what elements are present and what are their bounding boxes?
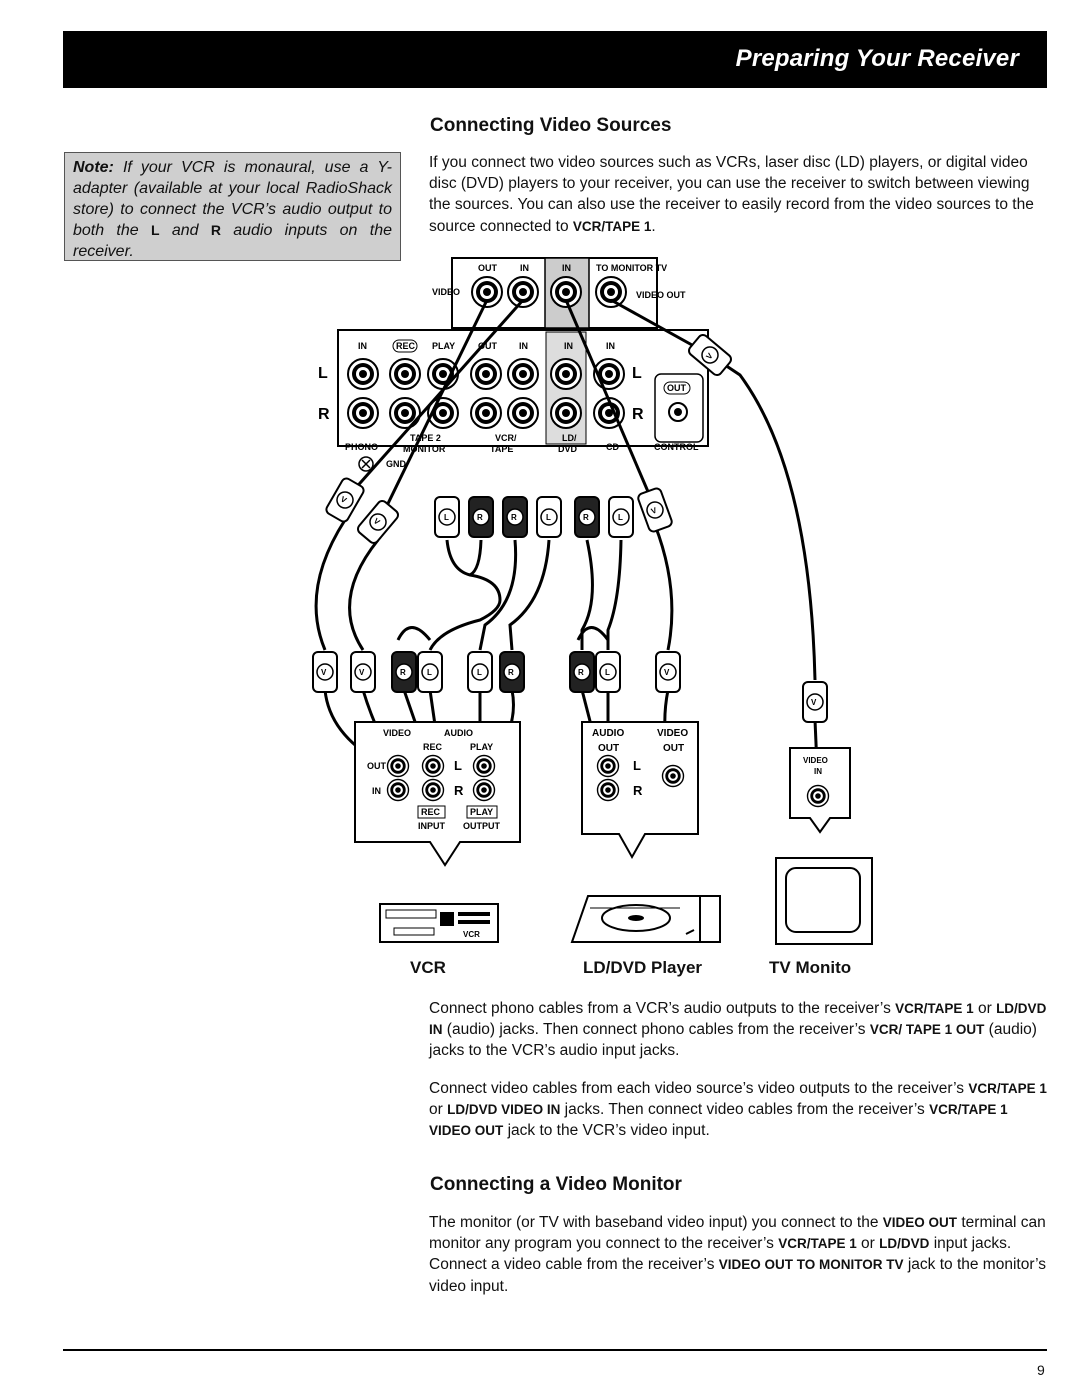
ld-video: VIDEO: [657, 728, 689, 739]
paragraph-video-connections: [429, 1078, 1047, 1142]
plug-l-top-c: L: [618, 513, 623, 522]
plug-r-top-b: R: [511, 513, 517, 522]
s2-k4: VIDEO OUT TO MONITOR TV: [718, 1257, 904, 1273]
tv-rear-panel: [790, 748, 850, 832]
plug-v-bot-b: V: [359, 668, 365, 677]
caption-ld-dvd-player: LD/DVD Player: [583, 958, 703, 977]
vcr-input: INPUT: [418, 821, 445, 831]
ld-out1: OUT: [598, 743, 620, 754]
s2-t5: jack to the monitor’s video input.: [429, 1256, 1046, 1295]
recv-control: CONTROL: [654, 442, 699, 452]
recv-out-label: OUT: [478, 263, 497, 273]
page-number: 9: [1037, 1362, 1045, 1378]
paragraph-audio-connections: [429, 998, 1047, 1062]
recv-in1-label: IN: [520, 263, 529, 273]
vcr-in: IN: [372, 786, 381, 796]
caption-vcr: VCR: [410, 958, 446, 977]
caption-tv-monitor: TV Monito: [769, 958, 852, 977]
s2-t3: or: [856, 1235, 880, 1253]
note-text-3: audio inputs on the receiver.: [73, 222, 392, 260]
vcr-rec: REC: [423, 742, 443, 752]
p3-t1: Connect video cables from each video source’s video outputs to the receiver’s: [429, 1080, 969, 1097]
recv-in-b: IN: [519, 341, 528, 351]
p1-key: VCR/TAPE 1: [572, 218, 652, 234]
note-key-r: R: [210, 222, 221, 238]
plug-l-top-b: L: [546, 513, 551, 522]
recv-l-right: L: [632, 365, 642, 382]
p2-t3: (audio) jacks. Then connect phono cables from the receiver’s: [442, 1021, 870, 1039]
plug-v-bot-c: V: [664, 668, 670, 677]
p3-t4: jack to the VCR’s video input.: [503, 1122, 710, 1140]
plug-l-bot-a: L: [427, 668, 432, 677]
p2-t4: (audio) jacks to the VCR’s audio input jacks.: [429, 1021, 1037, 1060]
vcr-audio: AUDIO: [444, 728, 473, 738]
s2-t2: terminal can monitor any program you connect to the receiver’s: [429, 1214, 1046, 1253]
p2-k1: VCR/TAPE 1: [895, 1001, 974, 1016]
recv-r-right: R: [632, 406, 644, 423]
video-monitor-out-jack[interactable]: [596, 277, 626, 307]
s2-k2: VCR/TAPE 1: [778, 1236, 857, 1252]
ld-audio: AUDIO: [592, 728, 625, 739]
ld-out2: OUT: [663, 743, 685, 754]
p3-k3: VCR/TAPE 1 VIDEO OUT: [429, 1102, 1008, 1139]
p2-k2: LD/DVD IN: [429, 1001, 1047, 1038]
recv-phono: PHONO: [345, 442, 379, 452]
tv-monitor-illustration: [776, 858, 872, 944]
plug-v-tv: V: [811, 698, 817, 707]
recv-ld: LD/: [562, 433, 577, 443]
plug-l-top-a: L: [444, 513, 449, 522]
plug-v-top-a: V: [339, 494, 349, 506]
note-label: Note:: [73, 159, 114, 176]
plug-l-bot-c: L: [605, 668, 610, 677]
plug-v-top-b: V: [371, 516, 382, 527]
recv-video-out-label: VIDEO OUT: [636, 290, 686, 300]
vcr-l: L: [454, 758, 462, 773]
section-heading-video-sources: Connecting Video Sources: [430, 115, 672, 136]
ld-rear-panel: [582, 722, 698, 857]
receiver-audio-panel: [318, 330, 708, 471]
vcr-device-illustration: [380, 904, 498, 942]
vcr-play: PLAY: [470, 742, 494, 752]
vcr-rear-panel: [355, 722, 520, 865]
plug-v-monitor: V: [704, 351, 715, 362]
recv-out2: OUT: [478, 341, 497, 351]
plug-v-top-c: V: [649, 505, 658, 517]
recv-rec: REC: [396, 341, 416, 351]
note-text-2: and: [159, 222, 211, 239]
plug-r-top-c: R: [583, 513, 589, 522]
s2-k3: LD/DVD: [879, 1236, 930, 1252]
p3-k1: VCR/TAPE 1: [968, 1081, 1047, 1096]
vcr-r: R: [454, 783, 464, 798]
recv-in-d: IN: [606, 341, 615, 351]
recv-phono-in: IN: [358, 341, 367, 351]
recv-in2-label: IN: [562, 263, 571, 273]
plug-r-top-a: R: [477, 513, 483, 522]
p1-text: If you connect two video sources such as VCRs, laser disc (LD) players, or digital video disc (DVD) players to your receiver, you can use the receiver to switch between viewing the sources. You can also use the receiver to easily record from the video sources to the source connected to: [429, 154, 1034, 235]
p3-t2: or: [429, 1101, 448, 1119]
plug-r-bot-a: R: [400, 668, 406, 677]
recv-monitor-label: TO MONITOR TV: [596, 263, 668, 273]
p2-k3: VCR/ TAPE 1 OUT: [869, 1022, 985, 1038]
s2-t4: input jacks. Connect a video cable from the receiver’s: [429, 1235, 1012, 1274]
ld-player-illustration: [572, 896, 720, 942]
recv-play: PLAY: [432, 341, 456, 351]
recv-tape: TAPE: [490, 444, 514, 454]
recv-vcr: VCR/: [495, 433, 517, 443]
tv-video: VIDEO: [803, 756, 828, 765]
recv-monitor: MONITOR: [403, 444, 446, 454]
recv-cd: CD: [606, 442, 619, 452]
s2-k1: VIDEO OUT: [882, 1215, 958, 1230]
ld-r: R: [633, 783, 643, 798]
vcr-out: OUT: [367, 761, 386, 771]
recv-in-c: IN: [564, 341, 573, 351]
vcr-device-label: VCR: [463, 930, 480, 939]
video-vcr-in-jack[interactable]: [508, 277, 538, 307]
recv-r-left: R: [318, 406, 330, 423]
p3-k2: LD/DVD VIDEO IN: [447, 1102, 561, 1118]
page-title: Preparing Your Receiver: [735, 45, 1019, 72]
footer-rule: [63, 1349, 1047, 1351]
vcr-play-box: PLAY: [470, 807, 494, 817]
s2-t1: The monitor (or TV with baseband video input) you connect to the: [429, 1214, 883, 1231]
p2-t1: Connect phono cables from a VCR’s audio outputs to the receiver’s: [429, 1000, 896, 1017]
recv-dvd: DVD: [558, 444, 578, 454]
recv-gnd: GND: [386, 459, 406, 469]
vcr-video: VIDEO: [383, 728, 412, 738]
plug-v-bot-a: V: [321, 668, 327, 677]
recv-tape2: TAPE 2: [410, 433, 441, 443]
section-heading-video-monitor: Connecting a Video Monitor: [430, 1174, 682, 1195]
plug-l-bot-b: L: [477, 668, 482, 677]
note-text-1: If your VCR is monaural, use a Y-adapter (available at your local RadioShack store) to connect the VCR’s audio output to both the: [73, 159, 392, 239]
p3-t3: jacks. Then connect video cables from the receiver’s: [560, 1101, 930, 1119]
ld-l: L: [633, 758, 641, 773]
vcr-rec-box: REC: [421, 807, 441, 817]
plug-r-bot-b: R: [508, 668, 514, 677]
p1-end: .: [651, 217, 656, 235]
receiver-video-panel: [432, 258, 686, 328]
recv-video-label: VIDEO: [432, 287, 461, 297]
recv-l-left: L: [318, 365, 328, 382]
plug-r-bot-c: R: [578, 668, 584, 677]
recv-out-ctrl: OUT: [667, 383, 686, 393]
tv-in: IN: [814, 767, 822, 776]
vcr-output: OUTPUT: [463, 821, 500, 831]
note-key-l: L: [150, 222, 160, 238]
paragraph-video-monitor: [429, 1212, 1047, 1297]
p2-t2: or: [973, 1000, 997, 1017]
